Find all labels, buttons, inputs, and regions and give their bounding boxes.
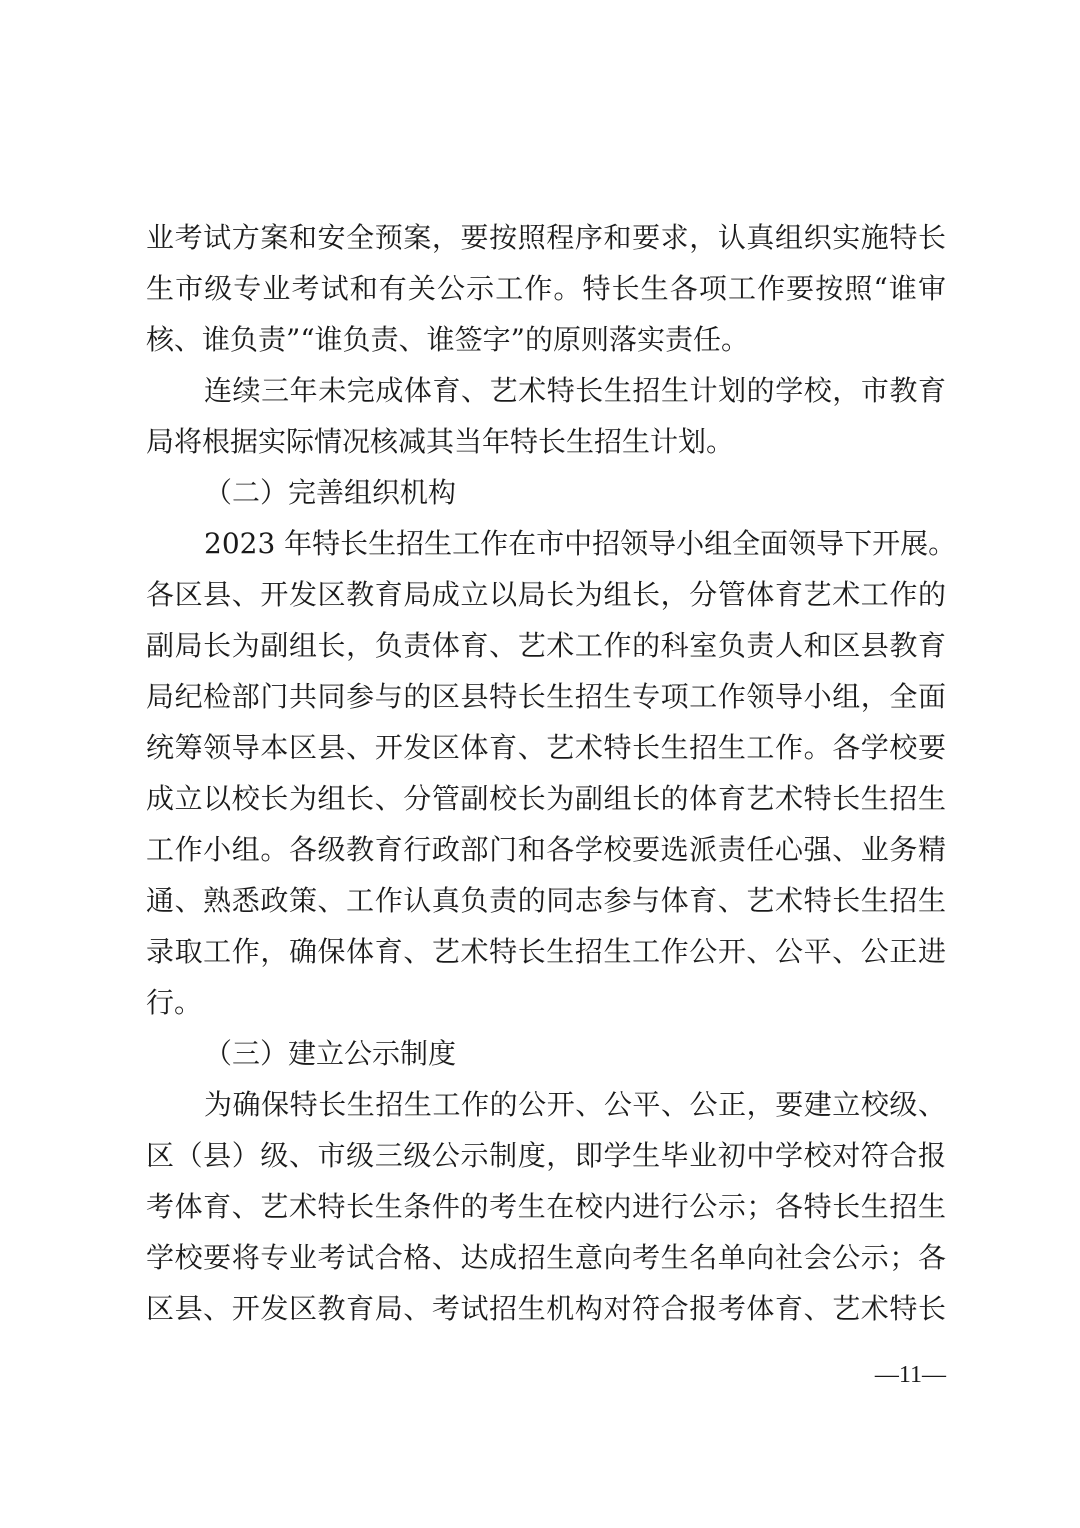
body-text-line: 业考试方案和安全预案，要按照程序和要求，认真组织实施特长 [146, 221, 946, 254]
body-text-line: 核、谁负责”“谁负责、谁签字”的原则落实责任。 [146, 323, 749, 356]
body-text-line: 生市级专业考试和有关公示工作。特长生各项工作要按照“谁审 [146, 272, 946, 305]
body-text-line: 局纪检部门共同参与的区县特长生招生专项工作领导小组，全面 [146, 680, 946, 713]
body-text-line: 连续三年未完成体育、艺术特长生招生计划的学校，市教育 [204, 374, 946, 407]
body-text-line: 为确保特长生招生工作的公开、公平、公正，要建立校级、 [204, 1088, 946, 1121]
section-heading: （三）建立公示制度 [204, 1037, 457, 1070]
body-text-line: 学校要将专业考试合格、达成招生意向考生名单向社会公示；各 [146, 1241, 946, 1274]
body-text-line: 工作小组。各级教育行政部门和各学校要选派责任心强、业务精 [146, 833, 946, 866]
body-text-line: 通、熟悉政策、工作认真负责的同志参与体育、艺术特长生招生 [146, 884, 946, 917]
section-heading: （二）完善组织机构 [204, 476, 457, 509]
body-text-line: 副局长为副组长，负责体育、艺术工作的科室负责人和区县教育 [146, 629, 946, 662]
body-text-line: 2023 年特长生招生工作在市中招领导小组全面领导下开展。 [204, 527, 957, 560]
body-text-line: 统筹领导本区县、开发区体育、艺术特长生招生工作。各学校要 [146, 731, 946, 764]
page-number: —11— [874, 1362, 946, 1388]
body-text-line: 各区县、开发区教育局成立以局长为组长，分管体育艺术工作的 [146, 578, 946, 611]
body-text-line: 区县、开发区教育局、考试招生机构对符合报考体育、艺术特长 [146, 1292, 946, 1325]
body-text-line: 成立以校长为组长、分管副校长为副组长的体育艺术特长生招生 [146, 782, 946, 815]
body-text-line: 区（县）级、市级三级公示制度，即学生毕业初中学校对符合报 [146, 1139, 946, 1172]
body-text-line: 局将根据实际情况核减其当年特长生招生计划。 [146, 425, 735, 458]
body-text-line: 行。 [146, 986, 203, 1019]
body-text-line: 录取工作，确保体育、艺术特长生招生工作公开、公平、公正进 [146, 935, 946, 968]
body-text-line: 考体育、艺术特长生条件的考生在校内进行公示；各特长生招生 [146, 1190, 946, 1223]
